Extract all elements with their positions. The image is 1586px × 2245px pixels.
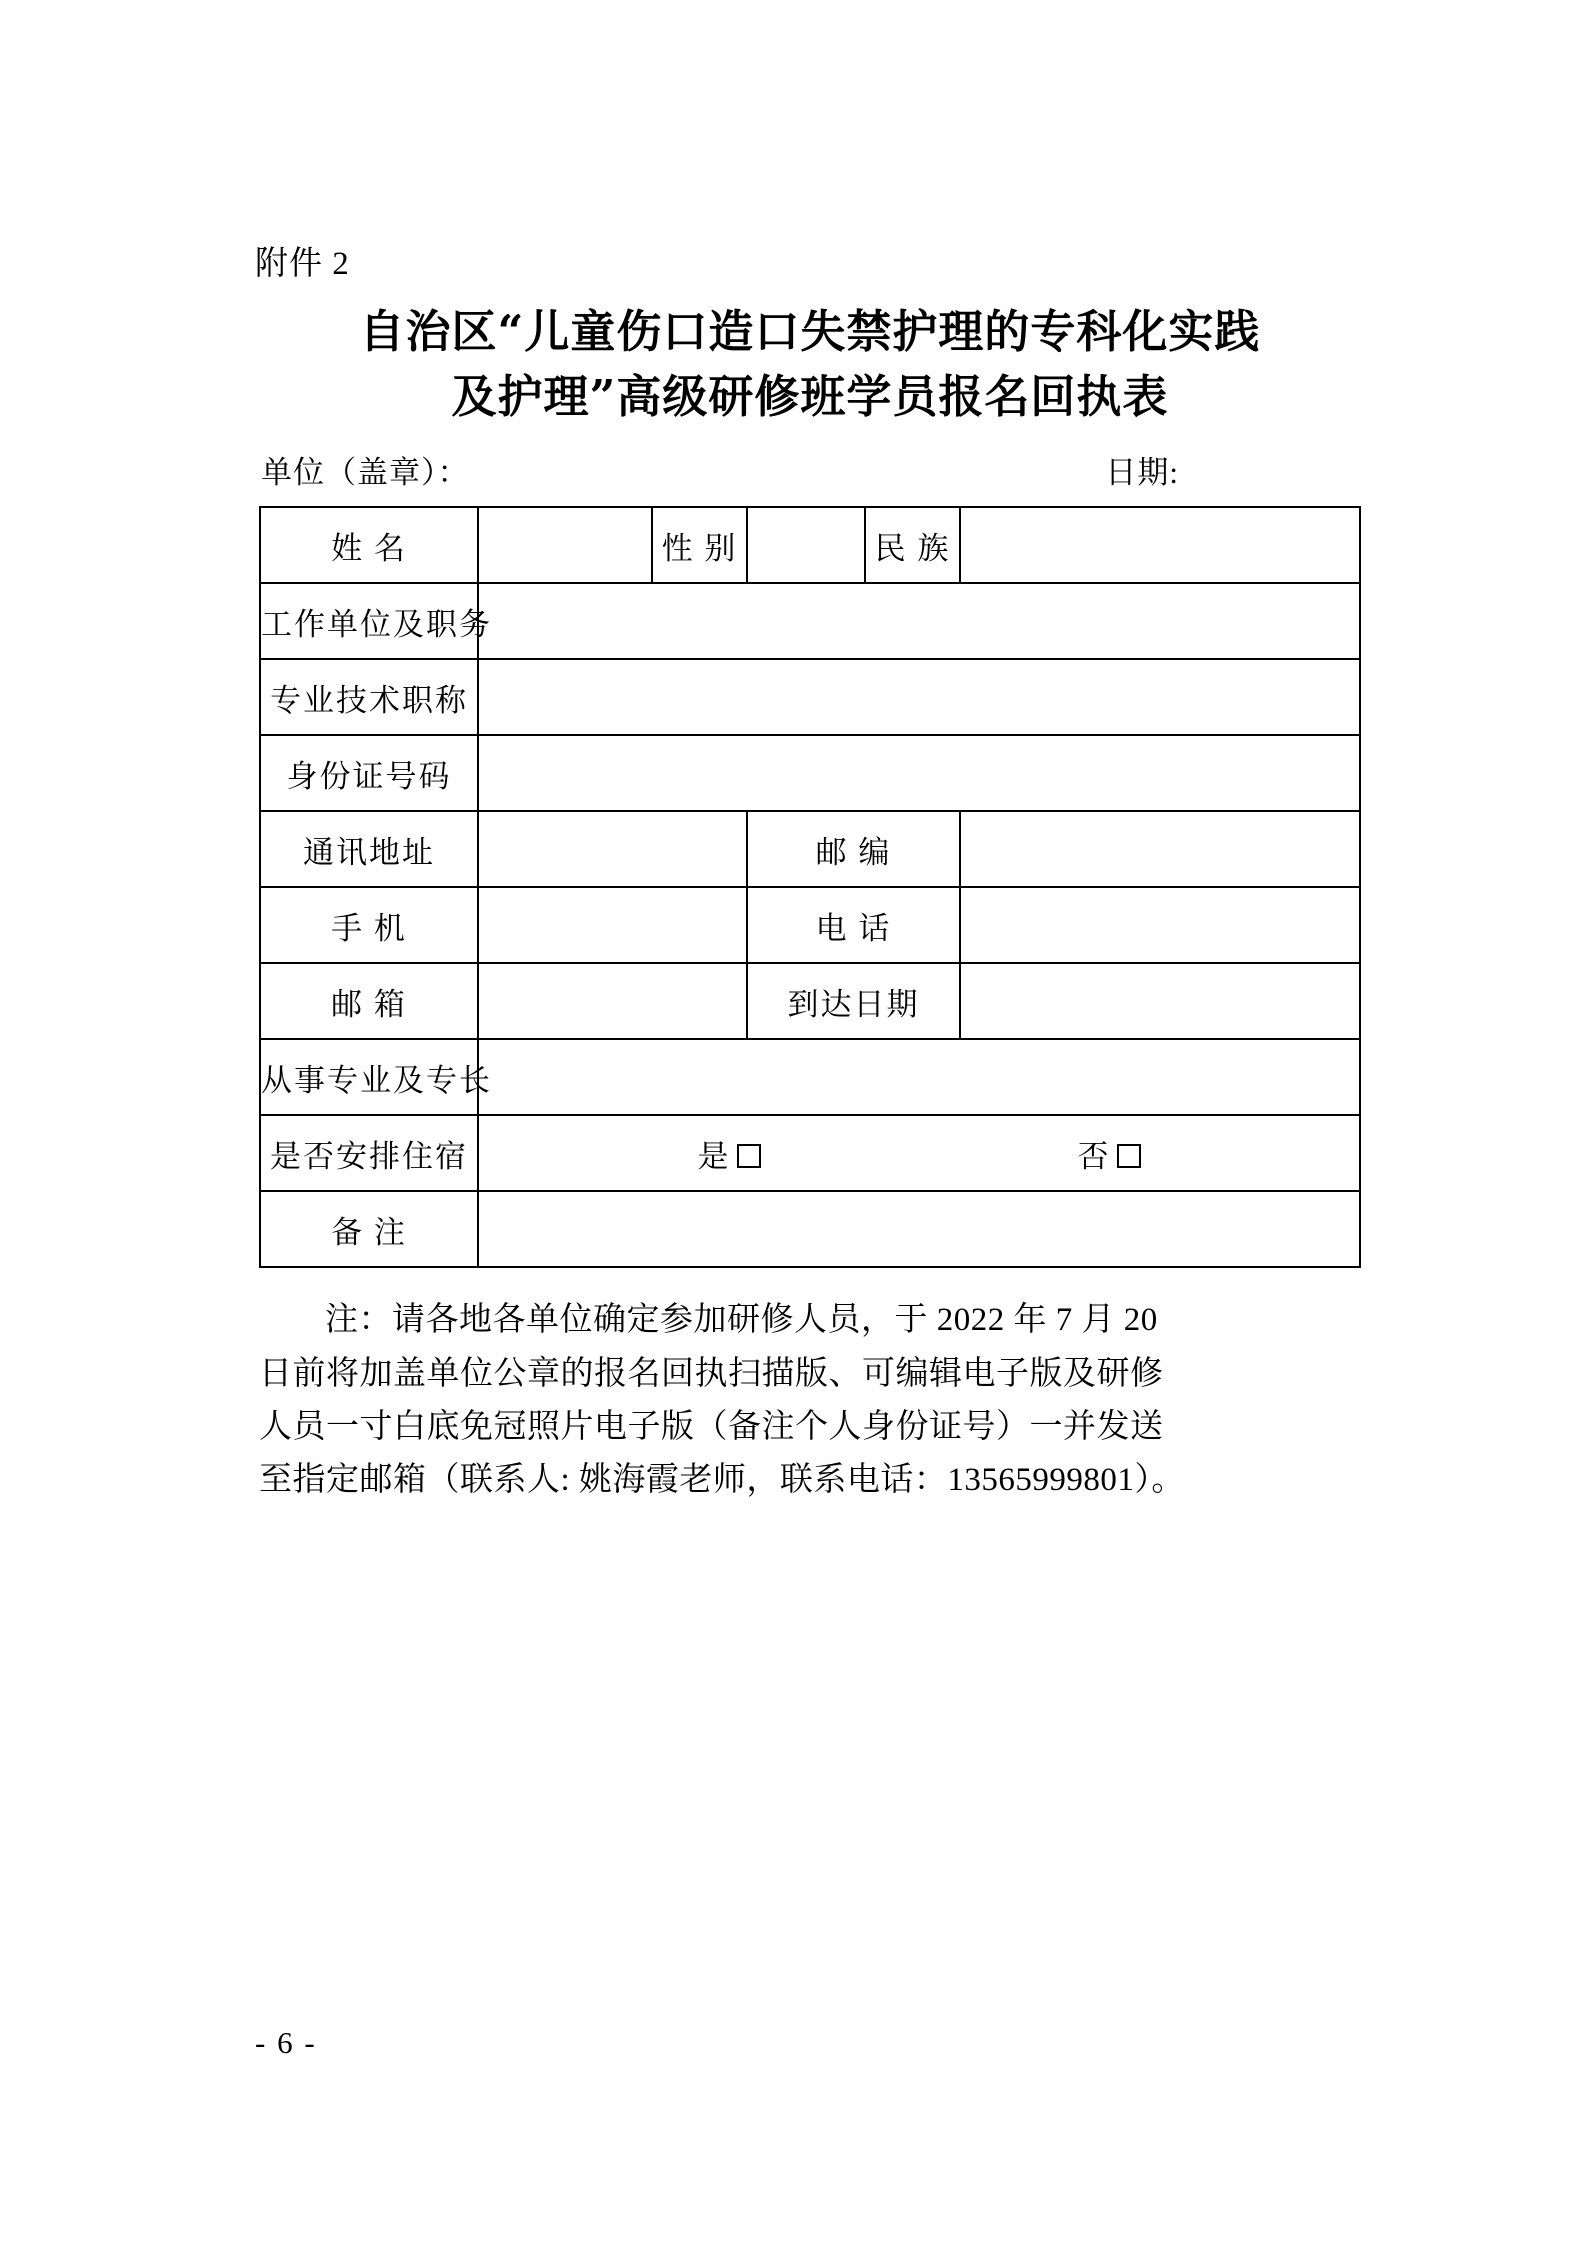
unit-seal-label: 单位（盖章）： bbox=[261, 455, 470, 491]
field-value-work-unit[interactable] bbox=[478, 583, 1360, 659]
registration-form-table bbox=[259, 506, 1361, 1268]
field-label-email: 邮 箱 bbox=[260, 963, 478, 1039]
field-value-address[interactable] bbox=[478, 811, 747, 887]
table-row bbox=[260, 507, 1360, 583]
checkbox-icon[interactable] bbox=[1117, 1144, 1141, 1168]
note-text-1: 注：请各地各单位确定参加研修人员，于 2022 年 7 月 20 bbox=[325, 1302, 1158, 1339]
field-label-zip: 邮 编 bbox=[747, 811, 960, 887]
field-value-arrival-date[interactable] bbox=[960, 963, 1360, 1039]
page-title-line-2: 及护理”高级研修班学员报名回执表 bbox=[451, 369, 1169, 423]
page-title bbox=[255, 299, 1365, 430]
field-label-id-number: 身份证号码 bbox=[260, 735, 478, 811]
accommodation-option-yes[interactable] bbox=[698, 1131, 761, 1176]
note-line-3: 人员一寸白底免冠照片电子版（备注个人身份证号）一并发送 bbox=[259, 1409, 1164, 1445]
field-label-ethnicity: 民 族 bbox=[865, 507, 960, 583]
date-label: 日期: bbox=[1105, 455, 1179, 491]
note-line-2: 日前将加盖单位公章的报名回执扫描版、可编辑电子版及研修 bbox=[259, 1355, 1164, 1392]
note-section bbox=[255, 1294, 1365, 1508]
table-row bbox=[260, 659, 1360, 735]
checkbox-icon[interactable] bbox=[737, 1144, 761, 1168]
field-label-name: 姓 名 bbox=[260, 507, 478, 583]
field-label-gender: 性 别 bbox=[652, 507, 747, 583]
page-number: - 6 - bbox=[255, 2025, 317, 2060]
document-content bbox=[255, 245, 1365, 1508]
accommodation-option-no[interactable] bbox=[1078, 1131, 1141, 1176]
field-label-specialty: 从事专业及专长 bbox=[260, 1039, 478, 1115]
field-value-id-number[interactable] bbox=[478, 735, 1360, 811]
table-row bbox=[260, 735, 1360, 811]
note-line-4: 至指定邮箱（联系人: 姚海霞老师，联系电话：13565999801）。 bbox=[259, 1462, 1185, 1499]
field-label-mobile: 手 机 bbox=[260, 887, 478, 963]
field-label-address: 通讯地址 bbox=[260, 811, 478, 887]
field-value-remark[interactable] bbox=[478, 1191, 1360, 1267]
page-title-line-1: 自治区“儿童伤口造口失禁护理的专科化实践 bbox=[359, 304, 1261, 358]
table-row bbox=[260, 811, 1360, 887]
table-row bbox=[260, 963, 1360, 1039]
accommodation-no-label: 否 bbox=[1077, 1138, 1111, 1174]
table-row bbox=[260, 1115, 1360, 1191]
field-value-accommodation bbox=[478, 1115, 1360, 1191]
table-row bbox=[260, 1191, 1360, 1267]
field-value-ethnicity[interactable] bbox=[960, 507, 1360, 583]
field-label-phone: 电 话 bbox=[747, 887, 960, 963]
table-row bbox=[260, 1039, 1360, 1115]
attachment-label: 附件 2 bbox=[255, 246, 350, 282]
accommodation-yes-label: 是 bbox=[697, 1138, 731, 1174]
field-label-remark: 备 注 bbox=[260, 1191, 478, 1267]
field-value-professional-title[interactable] bbox=[478, 659, 1360, 735]
field-value-mobile[interactable] bbox=[478, 887, 747, 963]
field-label-professional-title: 专业技术职称 bbox=[260, 659, 478, 735]
field-label-work-unit: 工作单位及职务 bbox=[260, 583, 478, 659]
form-meta-row bbox=[255, 447, 1365, 492]
note-line-1 bbox=[259, 1294, 1361, 1347]
field-value-gender[interactable] bbox=[747, 507, 865, 583]
field-label-accommodation: 是否安排住宿 bbox=[260, 1115, 478, 1191]
table-row bbox=[260, 583, 1360, 659]
accommodation-options bbox=[479, 1131, 1359, 1176]
field-value-zip[interactable] bbox=[960, 811, 1360, 887]
table-row bbox=[260, 887, 1360, 963]
field-value-email[interactable] bbox=[478, 963, 747, 1039]
field-value-phone[interactable] bbox=[960, 887, 1360, 963]
field-value-name[interactable] bbox=[478, 507, 652, 583]
field-label-arrival-date: 到达日期 bbox=[747, 963, 960, 1039]
field-value-specialty[interactable] bbox=[478, 1039, 1360, 1115]
